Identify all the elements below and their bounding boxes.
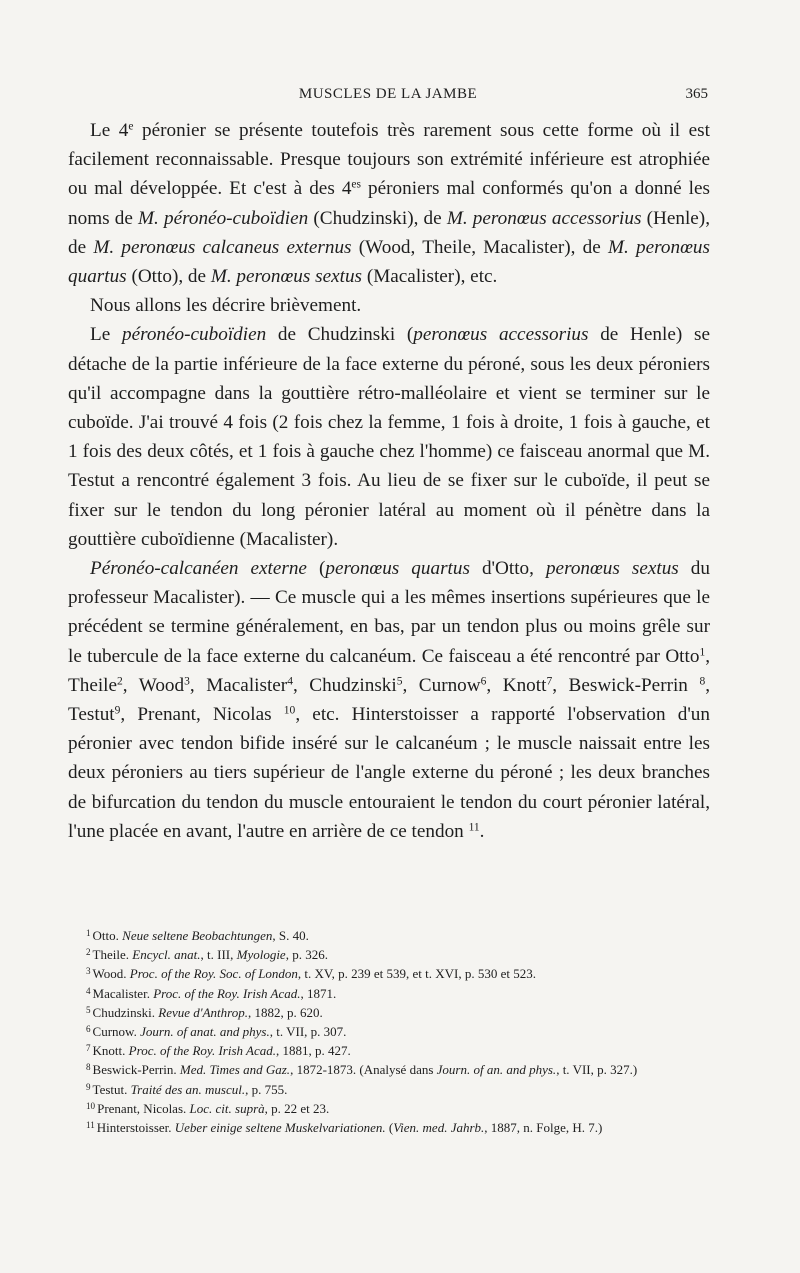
footnote-text: , 1882, p. 620. [247, 1004, 323, 1020]
footnote-number: 1 [86, 927, 91, 938]
italic-term: M. peronœus sextus [210, 266, 363, 288]
italic-term: peronœus accessorius [413, 324, 589, 346]
footnote-title: Ueber einige seltene Muskelvariationen. [174, 1120, 386, 1136]
text-run: , Wood [122, 674, 185, 696]
footnote-title: Vien. med. Jahrb. [393, 1120, 485, 1136]
italic-term: M. péronéo-cuboïdien [138, 207, 309, 229]
text-run: du professeur Macalister). — Ce muscle qui a les mêmes insertions supérieures que le précédent se termine généralement, en bas, par un tendon plus ou moins grêle sur le tubercule de la face externe du calcanéum. Ce faisceau a été rencontré par Otto [68, 558, 710, 667]
footnote [68, 926, 710, 945]
footnote-text: Hinterstoisser. [96, 1120, 175, 1136]
footnote [68, 1060, 710, 1079]
text-run: , Curnow [402, 674, 481, 696]
text-run: péronier se présente toutefois très rarement sous cette forme où il est facilement reconnaissable. Presque toujours son extrémité inférieure est atrophiée ou mal développée. Et c'est à des 4 [68, 120, 710, 200]
footnote [68, 945, 710, 964]
italic-term: Péronéo-calcanéen externe [90, 558, 307, 580]
footnote-ref[interactable]: 11 [468, 821, 480, 834]
footnote-ref[interactable]: 9 [114, 704, 121, 717]
text-run: péroniers mal conformés qu'on a donné les noms de [68, 178, 710, 229]
footnote-title: Neue seltene Beobachtungen [122, 928, 273, 943]
footnote-number: 6 [86, 1023, 91, 1034]
main-text [68, 116, 710, 846]
footnote-title: Myologie [236, 947, 286, 963]
text-run: ( [306, 558, 326, 580]
footnote-text: , S. 40. [272, 928, 309, 943]
text-run: , Beswick-Perrin [552, 674, 700, 696]
text-run: Nous allons les décrire brièvement. [90, 295, 362, 317]
footnote-ref[interactable]: 2 [117, 675, 123, 688]
footnote-text: Macalister. [92, 985, 154, 1001]
italic-term: péronéo-cuboïdien [121, 324, 267, 346]
footnote-number: 3 [86, 966, 91, 977]
footnote-text: Chudzinski. [92, 1004, 159, 1020]
footnote-text: , t. VII, p. 327.) [556, 1062, 638, 1078]
footnote-text: Knott. [92, 1043, 129, 1059]
footnote [68, 1099, 710, 1118]
text-run: , etc. Hinterstoisser a rapporté l'observation d'un péronier avec tendon bifide inséré sur le calcanéum ; le muscle naissait entre les deux péroniers au tiers supérieur de l'angle externe du péroné ; les deux branches de bifurcation du tendon du muscle entouraient le tendon du court péronier latéral, l'une placée en avant, l'autre en arrière de ce tendon [68, 704, 710, 842]
text-run: Le [90, 324, 122, 346]
footnote-title: Revue d'Anthrop. [158, 1004, 248, 1020]
footnote-text: Curnow. [92, 1024, 141, 1040]
text-run: , Prenant, Nicolas [120, 704, 284, 726]
footnote-title: Proc. of the Roy. Irish Acad. [128, 1043, 276, 1059]
footnote-text: , 1881, p. 427. [275, 1043, 351, 1059]
text-run: de Chudzinski ( [266, 324, 414, 346]
paragraph-2 [68, 291, 710, 320]
text-run: , Knott [486, 674, 547, 696]
footnote-ref[interactable]: 8 [699, 675, 706, 688]
footnote-title: Journ. of anat. and phys. [140, 1024, 270, 1040]
footnote [68, 1022, 710, 1041]
footnote [68, 1003, 710, 1022]
text-run: Le 4 [90, 120, 129, 141]
footnote-text: , 1887, n. Folge, H. 7.) [484, 1120, 603, 1136]
footnote-text: Testut. [92, 1081, 131, 1097]
footnote-text: , 1872-1873. (Analysé dans [290, 1062, 437, 1078]
italic-term: M. peronœus calcaneus externus [93, 236, 352, 258]
superscript: es [351, 179, 362, 192]
footnote-title: Encycl. anat. [132, 947, 201, 963]
italic-term: peronœus sextus [545, 558, 679, 580]
page-number: 365 [685, 86, 708, 102]
footnote [68, 984, 710, 1003]
footnote-text: , p. 22 et 23. [264, 1100, 330, 1116]
text-run: (Henle), de [68, 207, 710, 258]
footnote [68, 1080, 710, 1099]
footnote [68, 1118, 710, 1137]
text-run: . [479, 820, 485, 842]
footnote-text: Theile. [92, 947, 133, 963]
footnote-text: Beswick-Perrin. [92, 1062, 180, 1078]
footnote-title: Proc. of the Roy. Irish Acad. [153, 985, 301, 1001]
footnote-number: 5 [86, 1004, 91, 1015]
footnote-title: Journ. of an. and phys. [436, 1062, 557, 1078]
footnote-number: 8 [86, 1062, 91, 1073]
italic-term: peronœus quartus [325, 558, 470, 580]
footnote-text: , 1871. [300, 985, 337, 1001]
footnote-title: Med. Times and Gaz. [179, 1062, 291, 1078]
footnote-number: 10 [86, 1100, 96, 1111]
footnote-ref[interactable]: 5 [396, 675, 403, 688]
text-run: (Wood, Theile, Macalister), de [351, 236, 609, 258]
footnote-ref[interactable]: 3 [184, 675, 190, 688]
footnote-text: Otto. [92, 928, 123, 943]
footnote-ref[interactable]: 6 [480, 675, 487, 688]
footnote-text: Wood. [92, 966, 130, 982]
text-run: de Henle) se détache de la partie inférieure de la face externe du péroné, sous les deux péroniers qu'il accompagne dans la gouttière rétro-malléolaire et vient se terminer sur le cuboïde. J'ai trouvé 4 fois (2 fois chez la femme, 1 fois à droite, 1 fois à gauche, et 1 fois des deux côtés, et 1 fois à gauche chez l'homme) ce faisceau anormal que M. Testut a rencontré également 3 fois. Au lieu de se fixer sur le cuboïde, il peut se fixer sur le tendon du long péronier latéral au moment où il pénètre dans la gouttière cuboïdienne (Macalister). [68, 324, 710, 550]
footnote-text: ( [385, 1120, 394, 1136]
italic-term: M. peronœus accessorius [446, 207, 642, 229]
text-run: , Chudzinski [292, 674, 397, 696]
footnote-number: 4 [86, 985, 91, 996]
footnote [68, 1041, 710, 1060]
footnote-ref[interactable]: 1 [699, 646, 706, 659]
footnote-text: , t. VII, p. 307. [269, 1024, 347, 1040]
footnote-number: 9 [86, 1081, 91, 1092]
footnote-text: , t. XV, p. 239 et 539, et t. XVI, p. 530 et 523. [297, 966, 536, 982]
text-run: d'Otto, [469, 558, 546, 580]
text-run: (Macalister), etc. [362, 266, 498, 288]
running-title: MUSCLES DE LA JAMBE [298, 86, 478, 102]
footnote-text: Prenant, Nicolas. [97, 1100, 190, 1116]
footnote-text: , p. 326. [285, 947, 328, 963]
footnotes [68, 926, 710, 1137]
footnote-title: Traité des an. muscul. [130, 1081, 246, 1097]
footnote-ref[interactable]: 4 [287, 675, 293, 688]
paragraph-1 [68, 116, 710, 291]
footnote-number: 2 [86, 947, 91, 958]
footnote-number: 7 [86, 1043, 91, 1054]
footnote-title: Loc. cit. suprà [189, 1100, 265, 1116]
text-run: (Otto), de [126, 266, 211, 288]
footnote-ref[interactable]: 7 [546, 675, 553, 688]
footnote-text: , t. III, [200, 947, 237, 963]
footnote-ref[interactable]: 10 [283, 704, 296, 717]
text-run: , Macalister [189, 674, 288, 696]
italic-term: M. peronœus quartus [68, 236, 710, 288]
paragraph-3 [68, 320, 710, 554]
running-head [68, 86, 708, 110]
superscript: e [128, 120, 134, 133]
footnote [68, 964, 710, 983]
paragraph-4 [68, 554, 710, 846]
text-run: , Theile [68, 645, 710, 696]
footnote-text: , p. 755. [245, 1081, 288, 1097]
text-run: (Chudzinski), de [308, 207, 447, 229]
text-run: , Testut [68, 674, 710, 726]
footnote-number: 11 [86, 1119, 95, 1130]
footnote-title: Proc. of the Roy. Soc. of London [129, 966, 298, 982]
